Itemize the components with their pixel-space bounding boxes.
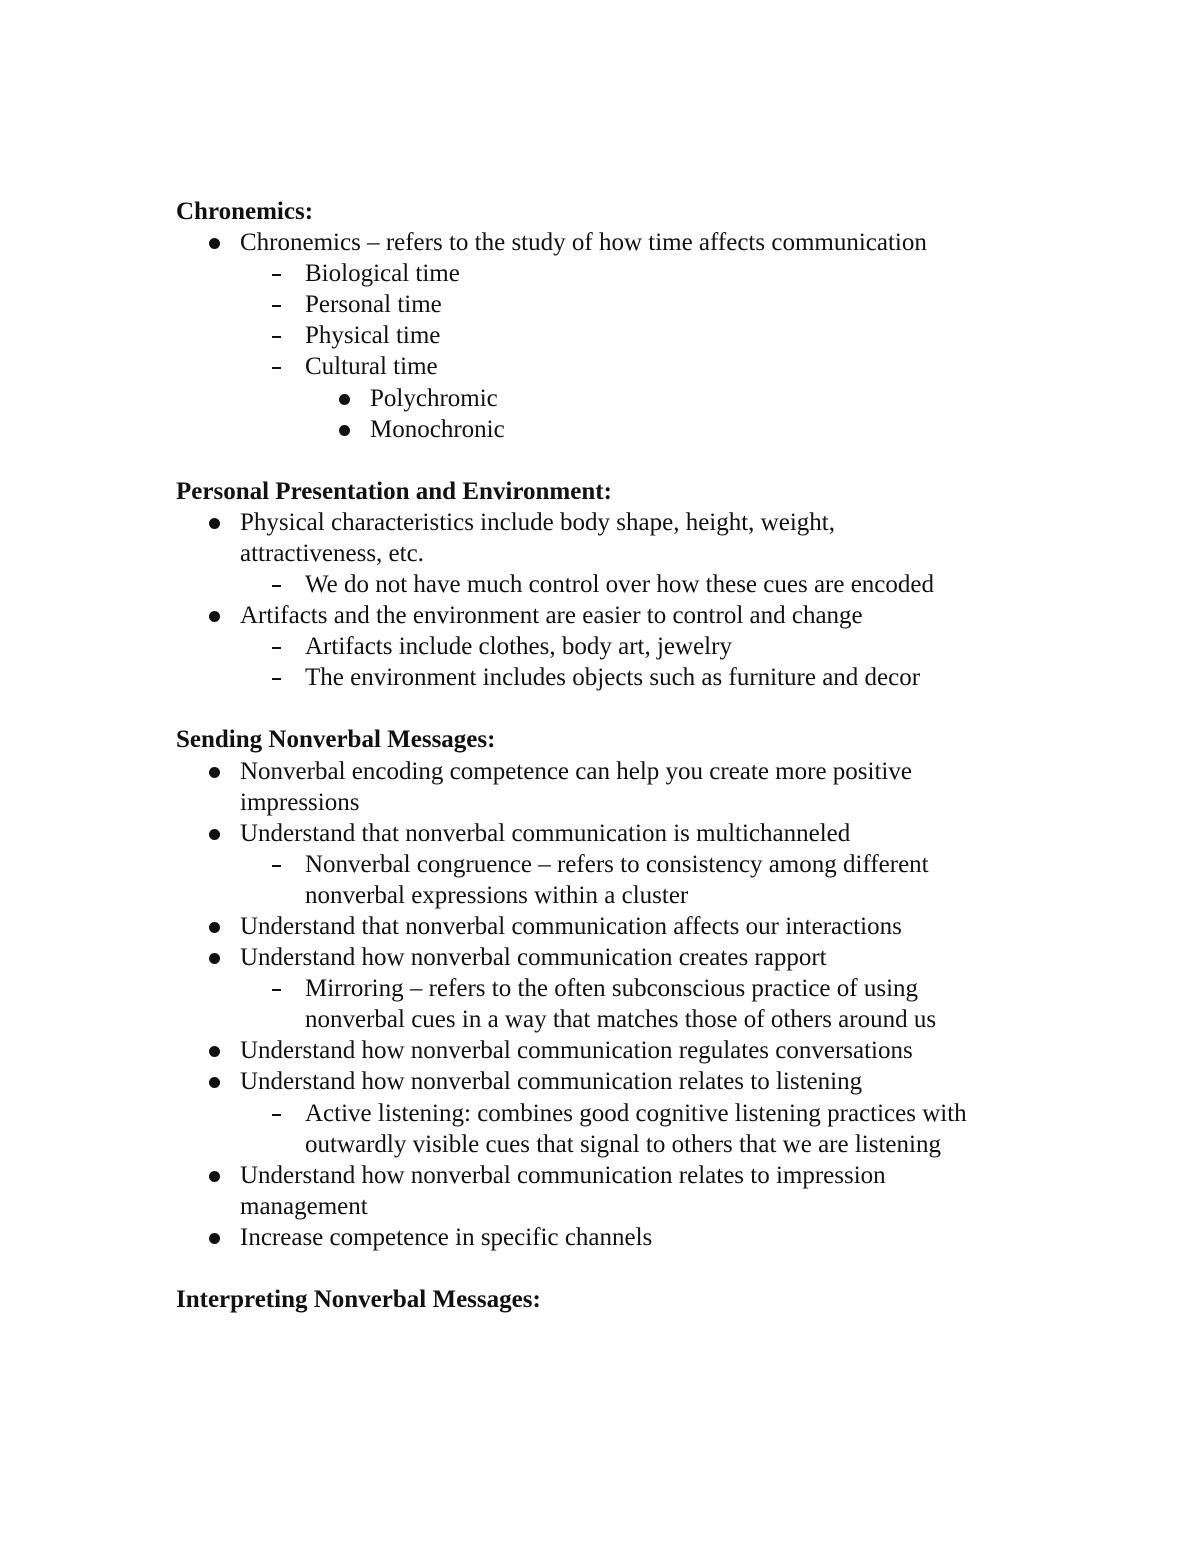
bullet-icon — [209, 1046, 220, 1057]
section-heading: Chronemics: — [176, 198, 314, 225]
section-heading: Sending Nonverbal Messages: — [176, 726, 496, 754]
section-interpreting-nonverbal — [176, 1284, 1076, 1315]
section-spacer — [176, 693, 1076, 724]
list-item: Cultural time — [176, 351, 1076, 382]
list-item: Understand that nonverbal communication affects our interactions — [176, 911, 1076, 942]
bullet-icon — [209, 518, 220, 529]
dash-icon — [272, 647, 281, 649]
list-item: Artifacts and the environment are easier to control and change — [176, 600, 1076, 631]
section-heading: Interpreting Nonverbal Messages: — [176, 1286, 541, 1313]
list-item: The environment includes objects such as furniture and decor — [176, 662, 1076, 693]
list-item: Understand that nonverbal communication is multichanneled — [176, 818, 1076, 849]
bullet-icon — [209, 922, 220, 933]
list-item: Monochronic — [176, 414, 1076, 445]
section-chronemics — [176, 196, 1076, 445]
list-item: Understand how nonverbal communication creates rapport — [176, 942, 1076, 973]
list-item: Nonverbal encoding competence can help you create more positive impressions — [176, 756, 1076, 818]
list-item: Mirroring – refers to the often subconscious practice of using nonverbal cues in a way that matches those of others around us — [176, 973, 1076, 1035]
dash-icon — [272, 305, 281, 307]
section-personal-presentation — [176, 476, 1076, 694]
bullet-icon — [209, 1077, 220, 1088]
dash-icon — [272, 585, 281, 587]
list-item: Polychromic — [176, 383, 1076, 414]
bullet-icon — [209, 953, 220, 964]
dash-icon — [272, 989, 281, 991]
list-item: Artifacts include clothes, body art, jewelry — [176, 631, 1076, 662]
list-item: Active listening: combines good cognitive listening practices with outwardly visible cues that signal to others that we are listening — [176, 1098, 1076, 1160]
dash-icon — [272, 1114, 281, 1116]
section-spacer — [176, 1253, 1076, 1284]
list-item: Understand how nonverbal communication relates to listening — [176, 1066, 1076, 1097]
list-item: Nonverbal congruence – refers to consistency among different nonverbal expressions within a cluster — [176, 849, 1076, 911]
list-item: Increase competence in specific channels — [176, 1222, 1076, 1253]
dash-icon — [272, 274, 281, 276]
section-spacer — [176, 445, 1076, 476]
section-heading: Personal Presentation and Environment: — [176, 477, 612, 505]
bullet-icon — [209, 1233, 220, 1244]
dash-icon — [272, 865, 281, 867]
list-item: Biological time — [176, 258, 1076, 289]
dash-icon — [272, 336, 281, 338]
dash-icon — [272, 367, 281, 369]
bullet-icon — [209, 767, 220, 778]
bullet-icon — [209, 238, 220, 249]
list-item: Physical time — [176, 320, 1076, 351]
list-item: Personal time — [176, 289, 1076, 320]
list-item: Physical characteristics include body shape, height, weight, attractiveness, etc. — [176, 507, 1076, 569]
bullet-icon — [209, 829, 220, 840]
section-sending-nonverbal — [176, 724, 1076, 1253]
dash-icon — [272, 678, 281, 680]
list-item: We do not have much control over how these cues are encoded — [176, 569, 1076, 600]
bullet-icon — [209, 611, 220, 622]
list-item: Understand how nonverbal communication regulates conversations — [176, 1035, 1076, 1066]
list-item: Chronemics – refers to the study of how time affects communication — [176, 227, 1076, 258]
bullet-icon — [339, 394, 350, 405]
bullet-icon — [209, 1171, 220, 1182]
list-item: Understand how nonverbal communication relates to impression management — [176, 1160, 1076, 1222]
document-body — [176, 196, 1076, 1315]
bullet-icon — [339, 425, 350, 436]
